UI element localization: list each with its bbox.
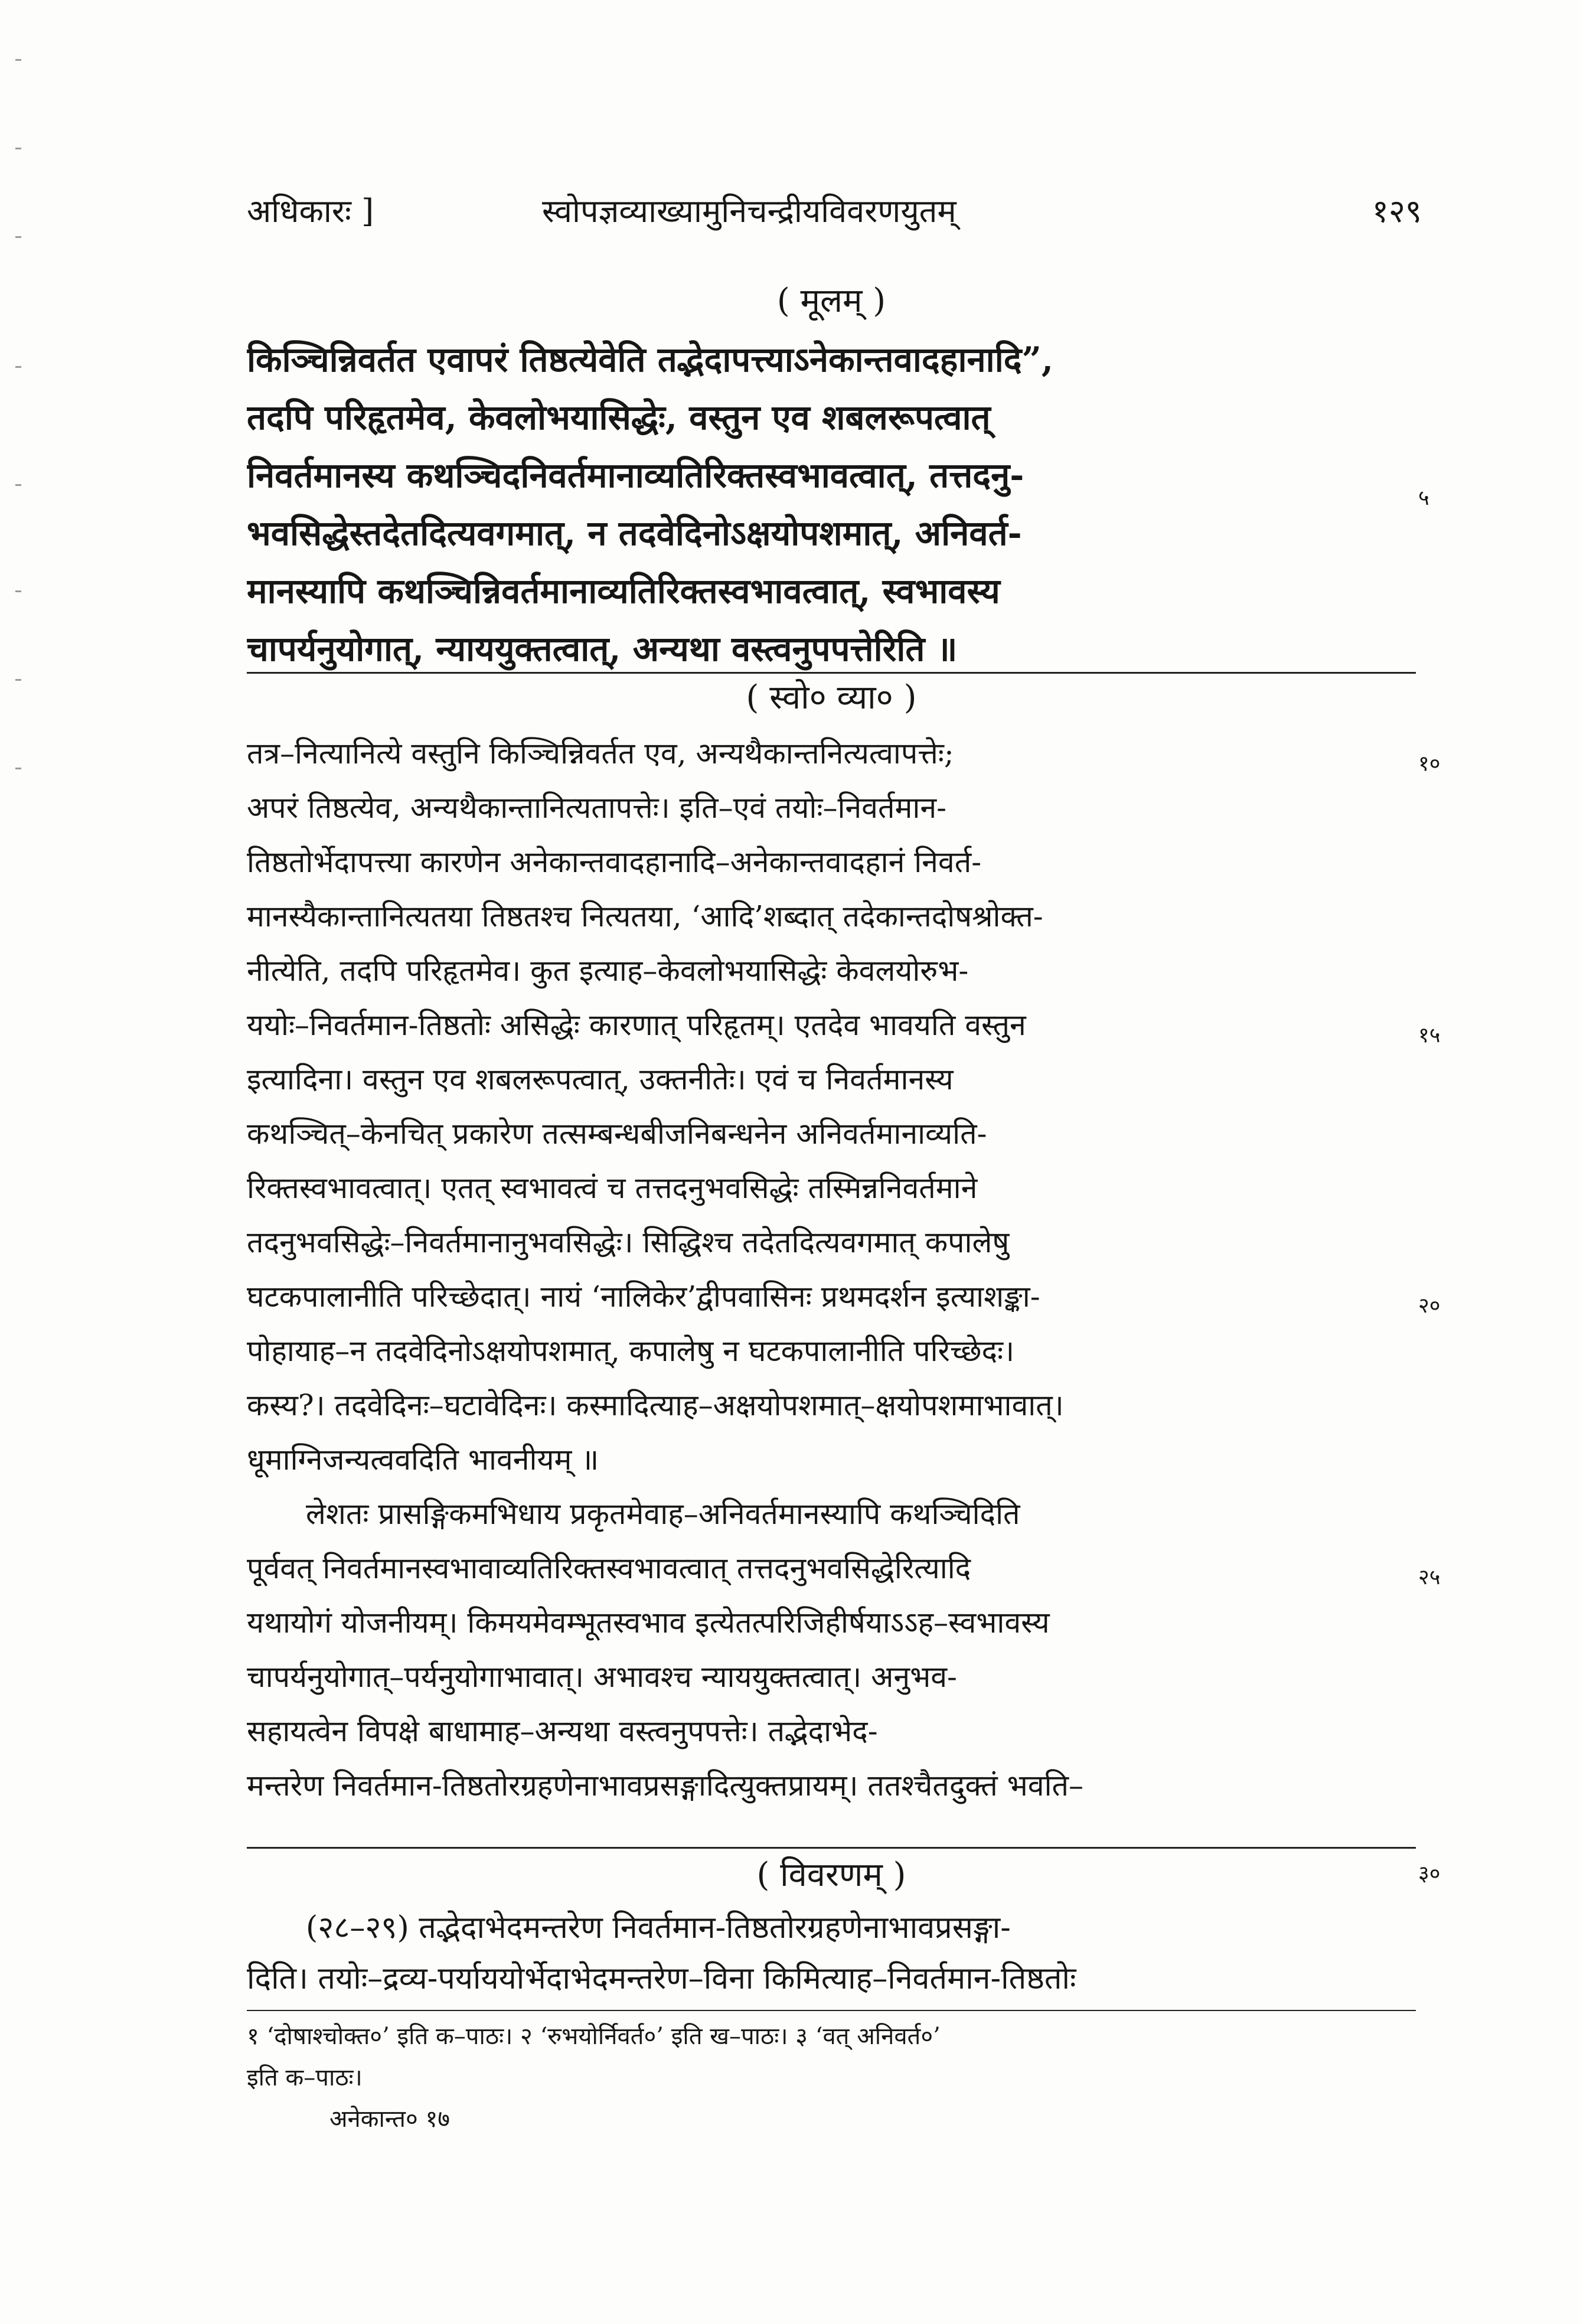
scan-speck (15, 484, 21, 486)
vyakhya-line: यथायोगं योजनीयम्। किमयमेवम्भूतस्वभाव इत्येतत्परिजिहीर्षयाऽऽह–स्वभावस्य (247, 1605, 1050, 1640)
footnotes (247, 2016, 1416, 2140)
scan-speck (15, 768, 21, 769)
vyakhya-line: ययोः–निवर्तमान-तिष्ठतोः असिद्धेः कारणात् परिहृतम्। एतदेव भावयति वस्तुन (247, 1008, 1026, 1042)
running-header (247, 188, 1422, 235)
vivarana-line: (२८–२९) तद्भेदाभेदमन्तरेण निवर्तमान-तिष्ठतोरग्रहणेनाभावप्रसङ्गा- (306, 1910, 1011, 1946)
scan-speck (15, 590, 21, 592)
vivarana-line: दिति। तयोः–द्रव्य-पर्याययोर्भेदाभेदमन्तरेण–विना किमित्याह–निवर्तमान-तिष्ठतोः (247, 1961, 1076, 1996)
page-number: १२९ (1372, 192, 1422, 230)
vyakhya-line: चापर्यनुयोगात्–पर्यनुयोगाभावात्। अभावश्च न्याययुक्तत्वात्। अनुभव- (247, 1660, 957, 1694)
header-title: स्वोपज्ञव्याख्यामुनिचन्द्रीयविवरणयुतम् (542, 192, 957, 230)
vyakhya-line: नीत्येति, तदपि परिहृतमेव। कुत इत्याह–केवलोभयासिद्धेः केवलयोरुभ- (247, 954, 969, 988)
mula-line: निवर्तमानस्य कथञ्चिदनिवर्तमानाव्यतिरिक्तस्वभावत्वात्, तत्तदनु- (247, 455, 1024, 495)
margin-line-number: १० (1418, 752, 1441, 776)
vivarana-text (247, 1902, 1416, 2004)
footnote-line: इति क–पाठः। (247, 2064, 363, 2091)
mula-line: चापर्यनुयोगात्, न्याययुक्तत्वात्, अन्यथा वस्त्वनुपपत्तेरिति ॥ (247, 629, 958, 669)
section-divider (247, 672, 1416, 674)
vivarana-heading: ( विवरणम् ) (756, 1856, 906, 1894)
mula-text (247, 331, 1416, 678)
vyakhya-line: रिक्तस्वभावत्वात्। एतत् स्वभावत्वं च तत्तदनुभवसिद्धेः तस्मिन्ननिवर्तमाने (247, 1171, 978, 1205)
vyakhya-line: लेशतः प्रासङ्गिकमभिधाय प्रकृतमेवाह–अनिवर्तमानस्यापि कथञ्चिदिति (306, 1497, 1020, 1531)
scan-speck (15, 679, 21, 681)
vyakhya-line: पूर्ववत् निवर्तमानस्वभावाव्यतिरिक्तस्वभावत्वात् तत्तदनुभवसिद्धेरित्यादि (247, 1551, 971, 1585)
header-chapter: अधिकारः ] (247, 192, 374, 230)
margin-line-number: १५ (1418, 1023, 1441, 1047)
vyakhya-line: घटकपालानीति परिच्छेदात्। नायं ‘नालिकेर’द्वीपवासिनः प्रथमदर्शन इत्याशङ्का- (247, 1279, 1040, 1314)
mula-line: किञ्चिन्निवर्तत एवापरं तिष्ठत्येवेति तद्भेदापत्त्याऽनेकान्तवादहानादि”, (247, 340, 1054, 380)
vyakhya-heading: ( स्वो० व्या० ) (746, 678, 917, 717)
scan-speck (15, 236, 21, 238)
vyakhya-text (247, 726, 1416, 1813)
vyakhya-line: इत्यादिना। वस्तुन एव शबलरूपत्वात्, उक्तनीतेः। एवं च निवर्तमानस्य (247, 1062, 954, 1096)
vyakhya-line: तिष्ठतोर्भेदापत्त्या कारणेन अनेकान्तवादहानादि–अनेकान्तवादहानं निवर्त- (247, 845, 982, 879)
footnote-divider (247, 2010, 1416, 2011)
vyakhya-line: मानस्यैकान्तानित्यतया तिष्ठतश्च नित्यतया, ‘आदि’शब्दात् तदेकान्तदोषश्रोक्त- (247, 899, 1043, 933)
margin-line-number: ५ (1418, 486, 1429, 510)
scan-speck (15, 366, 21, 368)
vyakhya-line: कस्य?। तदवेदिनः–घटावेदिनः। कस्मादित्याह–अक्षयोपशमात्–क्षयोपशमाभावात्। (247, 1388, 1064, 1422)
section-divider (247, 1847, 1416, 1849)
vyakhya-line: अपरं तिष्ठत्येव, अन्यथैकान्तानित्यतापत्तेः। इति–एवं तयोः–निवर्तमान- (247, 791, 946, 825)
mula-line: तदपि परिहृतमेव, केवलोभयासिद्धेः, वस्तुन एव शबलरूपत्वात् (247, 397, 991, 438)
vyakhya-line: पोहायाह–न तदवेदिनोऽक्षयोपशमात्, कपालेषु न घटकपालानीति परिच्छेदः। (247, 1334, 1015, 1368)
margin-line-number: २० (1418, 1294, 1441, 1318)
vyakhya-line: तदनुभवसिद्धेः–निवर्तमानानुभवसिद्धेः। सिद्धिश्च तदेतदित्यवगमात् कपालेषु (247, 1225, 1010, 1259)
mula-heading: ( मूलम् ) (776, 282, 886, 320)
vyakhya-line: मन्तरेण निवर्तमान-तिष्ठतोरग्रहणेनाभावप्रसङ्गादित्युक्तप्रायम्। ततश्चैतदुक्तं भवति– (247, 1768, 1084, 1803)
mula-line: मानस्यापि कथञ्चिन्निवर्तमानाव्यतिरिक्तस्वभावत्वात्, स्वभावस्य (247, 571, 1000, 611)
signature-mark: अनेकान्त० १७ (329, 2106, 451, 2133)
scan-speck (15, 59, 21, 61)
footnote-line: १ ‘दोषाश्चोक्त०’ इति क–पाठः। २ ‘रुभयोर्निवर्त०’ इति ख–पाठः। ३ ‘वत् अनिवर्त०’ (247, 2023, 941, 2050)
vyakhya-line: धूमाग्निजन्यत्ववदिति भावनीयम् ॥ (247, 1442, 599, 1477)
margin-line-number: ३० (1418, 1862, 1441, 1886)
vyakhya-line: सहायत्वेन विपक्षे बाधामाह–अन्यथा वस्त्वनुपपत्तेः। तद्भेदाभेद- (247, 1714, 878, 1748)
vyakhya-line: तत्र–नित्यानित्ये वस्तुनि किञ्चिन्निवर्तत एव, अन्यथैकान्तनित्यत्वापत्तेः; (247, 736, 954, 771)
scan-speck (15, 148, 21, 149)
margin-line-number: २५ (1418, 1565, 1441, 1589)
mula-line: भवसिद्धेस्तदेतदित्यवगमात्, न तदवेदिनोऽक्षयोपशमात्, अनिवर्त- (247, 513, 1022, 553)
vyakhya-line: कथञ्चित्–केनचित् प्रकारेण तत्सम्बन्धबीजनिबन्धनेन अनिवर्तमानाव्यति- (247, 1117, 987, 1151)
